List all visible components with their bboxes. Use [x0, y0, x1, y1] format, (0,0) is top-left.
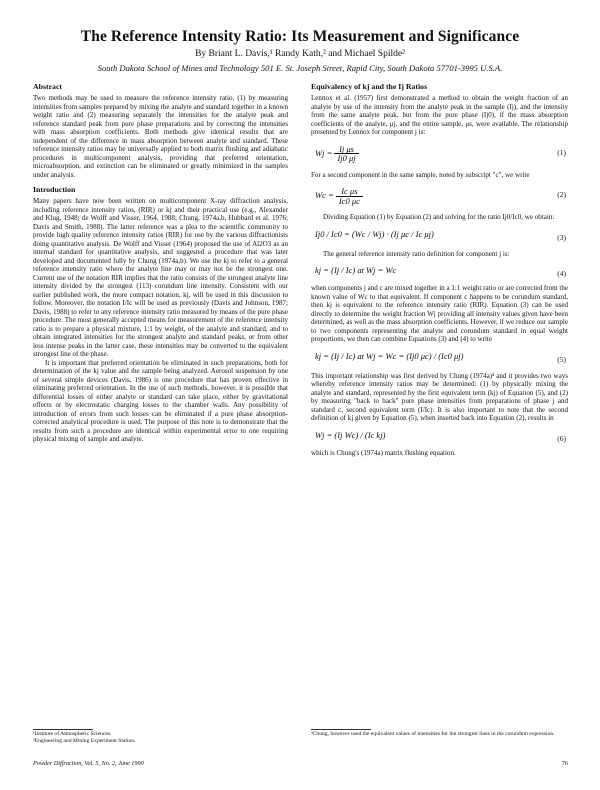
equation-6 — [311, 425, 568, 447]
equivalency-paragraph-6: This important relationship was first derived by Chung (1974a)³ and it provides two ways whereby reference intensity ratios may be determined: (1) by physically mixing the analyte and standard, represented by the first equivalent term (kj) of Equation (5), and (2) by measuring "back to back" pure phase intensities from preparations of phase j and standard c, second equivalent term (I/Ic). It is also important to note that the second definition of kj given by Equation (5), when inserted back into Equation (2), results in — [311, 371, 568, 422]
equation-1-denominator: Ij0 μj — [337, 153, 356, 163]
footnote-left-2: ²Engineering and Mining Experiment Station. — [33, 738, 136, 744]
introduction-heading: Introduction — [33, 185, 76, 194]
equivalency-paragraph-2: For a second component in the same sample, noted by subscript "c", we write — [311, 170, 530, 179]
equation-1-numerator: Ij μs — [334, 145, 358, 155]
abstract-text: Two methods may be used to measure the reference intensity ratio, (1) by measuring intensities from samples prepared by mixing the analyte and standard together in a known weight ratio and (2) measuring separately the intensities for the analyte peak and reference standard peak from pure phase preparations and by correcting the intensities with mass absorption coefficients. Both methods give identical results that are independent of the difference in mass absorption between analyte and standard. These reference intensity ratios may be universally applied to both matrix flushing and adiabatic procedures in multicomponent analysis, providing that preferred orientation, microabsorption, and extinction can be eliminated or greatly minimized in the samples under analysis. — [33, 94, 288, 179]
equation-2-numerator: Ic μs — [336, 187, 363, 197]
equivalency-heading: Equivalency of kj and the Ij Ratios — [311, 82, 428, 91]
paper-affiliation: South Dakota School of Mines and Technology 501 E. St. Joseph Street, Rapid City, South Dakota 57701-3995 U.S.A. — [97, 63, 503, 73]
equivalency-paragraph-1: Lennox et al. (1957) first demonstrated a method to obtain the weight fraction of an analyte by use of the intensity from the analyte peak in the sample (Ij), and the intensity from the same analyte peak, but from the pure phase (Ij0), if the mass absorption coefficients of the analyte, μj, and the entire sample, μs, were available. The relationship presented by Lennox for component j is: — [311, 94, 568, 136]
equation-6-expression: Wj = (Ij Wc) / (Ic kj) — [315, 429, 386, 440]
equation-2-lhs: Wc = — [315, 189, 334, 200]
equation-4-number: (4) — [557, 269, 566, 278]
equation-3-expression: Ij0 / Ic0 = (Wc / Wj) · (Ij μc / Ic μj) — [315, 228, 434, 239]
paper-authors: By Briant L. Davis,¹ Randy Kath,² and Michael Spilde² — [195, 49, 405, 59]
equation-5 — [311, 346, 568, 370]
equation-2 — [311, 181, 568, 211]
introduction-paragraph-1: Many papers have now been written on multicomponent X-ray diffraction analysis, including reference intensity ratios, (RIR) or kj and their practical use (e.g., Alexander and Klug, 1948; de Wolff and Visser, 1964, 1988; Chung, 1974a,b, Hubbard et al. 1976; Davis and Smith, 1988). The latter reference was a plea to the scientific community to provide high quality reference intensity ratios (RIR) for use by the various diffractionists doing quantitative analysis. De Wolff and Visser (1964) proposed the use of Al2O3 as an internal standard for quantitative analysis, and suggested a procedure that was later developed and documented fully by Chung (1974a,b). We use the kj to refer to a general reference intensity ratio where the analyte line may or may not be the strongest one. Current use of the notation RIR implies that the ratio consists of the strongest analyte line intensity divided by the strongest (113) corundum line intensity. Consistent with our earlier published work, the more compact notation, kj, will be used in this discussion to follow. Moreover, the notation I/Ic will be used as previously (Davis and Johnson, 1987; Davis, 1988) to refer to any reference intensity ratio measured by means of the pure phase procedure. The most generally accepted means for measurement of the reference intensity ratio is to prepare a physical mixture, 1:1 by weight, of the analyte and standard, and to obtain integrated intensities for the strongest analyte and standard peaks, or from other less intense peaks in the latter case, these intensities may be converted to the equivalent strongest line of the phase. — [33, 197, 288, 358]
left-column — [33, 82, 288, 444]
equation-2-denominator: Ic0 μc — [338, 195, 360, 206]
equation-6-number: (6) — [557, 433, 566, 443]
equation-2-number: (2) — [557, 190, 566, 199]
paper-title: The Reference Intensity Ratio: Its Measurement and Significance — [80, 28, 520, 45]
equation-1-number: (1) — [557, 147, 566, 157]
page-number: 76 — [561, 760, 568, 767]
equation-4 — [311, 260, 568, 282]
equivalency-paragraph-4: The general reference intensity ratio definition for component j is: — [323, 249, 510, 258]
equation-5-expression: kj = (Ij / Ic) at Wj = Wc = (Ij0 μc) / (Ic0 μj) — [315, 350, 464, 361]
equation-4-expression: kj = (Ij / Ic) at Wj = Wc — [315, 265, 397, 275]
equation-3-number: (3) — [557, 232, 566, 242]
footnote-right-3: ³Chung, however used the equivalent values of intensities for the strongest lines in the corundum expression. — [311, 731, 555, 737]
journal-citation: Powder Diffraction, Vol. 5, No. 2, June 1990 — [33, 760, 144, 767]
equation-1-lhs: Wj = — [315, 147, 333, 158]
equivalency-paragraph-7: which is Chung's (1974a) matrix flushing equation. — [311, 448, 456, 457]
equation-3 — [311, 224, 568, 248]
equation-1 — [311, 139, 568, 169]
equivalency-paragraph-3: Dividing Equation (1) by Equation (2) and solving for the ratio Ij0/Ic0, we obtain: — [323, 213, 555, 221]
equation-5-number: (5) — [557, 354, 566, 364]
introduction-paragraph-2: It is important that preferred orientation be eliminated in such preparations, both for determination of the kj value and the sample being analyzed. Aerosol suspension by one of several simple devices (Davis, 1986) is one procedure that has proven effective in eliminating preferred orientation. In the use of such methods, however, it is possible that differential losses of either analyte or standard can take place, either by gravitational effects or by electrostatic charging losses to the chamber walls. Any possibility of introduction of errors from such losses can be eliminated if a pure phase absorption-corrected analytical procedure is used. The purpose of this note is to demonstrate that the results from such a procedure are identical within experimental error to one requiring physical mixing of sample and analyte. — [33, 358, 288, 443]
footnote-rule-right — [311, 729, 371, 730]
footnote-rule-left — [33, 729, 93, 730]
footnote-left-1: ¹Institute of Atmospheric Sciences. — [33, 731, 112, 737]
equivalency-paragraph-5: when components j and c are mixed together in a 1:1 weight ratio or are corrected from the known value of Wc to that equivalent. If component c happens to be corundum standard, then kj is equivalent to the reference intensity ratio (RIR). Equation (3) can be used directly to determine the weight fraction Wj providing all intensity values given have been determined, as well as the mass absorption coefficients. However, if we reduce our sample to two components representing the analyte and corundum standard in equal weight proportions, we then can combine Equations (3) and (4) to write — [311, 284, 568, 343]
abstract-heading: Abstract — [33, 82, 63, 91]
right-column — [311, 82, 568, 457]
